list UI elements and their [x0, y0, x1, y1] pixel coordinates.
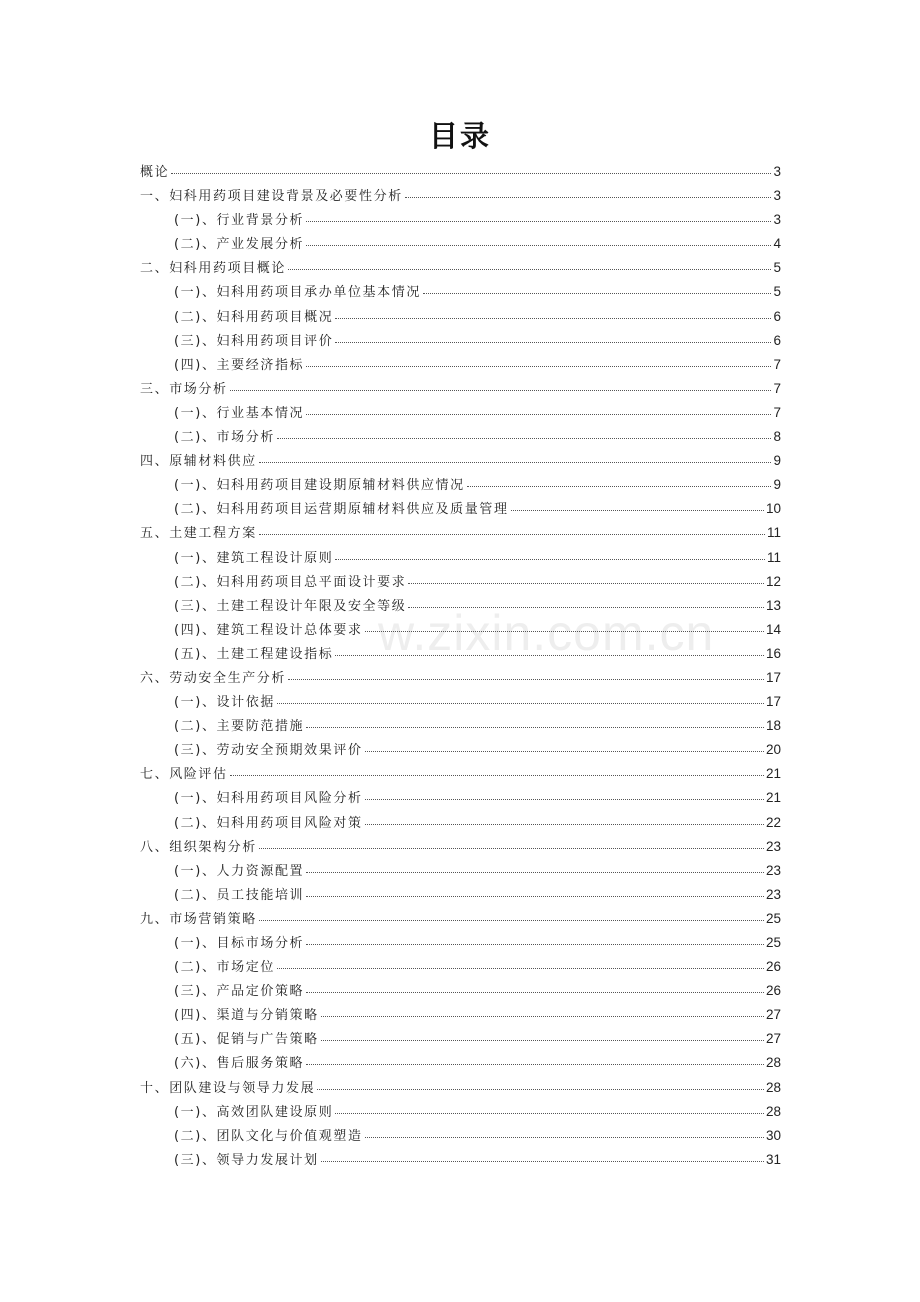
watermark: w.zixin.com.cn: [378, 605, 715, 661]
toc-subsection-entry[interactable]: [140, 401, 781, 425]
toc-section-entry[interactable]: [140, 160, 781, 184]
toc-section-entry[interactable]: [140, 521, 781, 545]
toc-dot-leader: [259, 450, 772, 463]
toc-dot-leader: [306, 860, 764, 873]
toc-subsection-entry[interactable]: [140, 232, 781, 256]
toc-entry-label: (一)、妇科用药项目建设期原辅材料供应情况: [174, 478, 465, 494]
toc-page-number: 26: [765, 983, 781, 999]
toc-entry-label: (一)、妇科用药项目承办单位基本情况: [174, 285, 421, 301]
toc-page-number: 4: [773, 236, 781, 252]
toc-page-number: 7: [773, 404, 781, 420]
toc-dot-leader: [335, 306, 771, 319]
toc-section-entry[interactable]: [140, 1076, 781, 1100]
toc-dot-leader: [306, 715, 764, 728]
toc-dot-leader: [335, 330, 771, 343]
toc-subsection-entry[interactable]: [140, 280, 781, 304]
toc-page-number: 3: [773, 188, 781, 204]
toc-entry-label: 二、妇科用药项目概论: [140, 261, 287, 277]
toc-dot-leader: [288, 257, 771, 270]
toc-subsection-entry[interactable]: [140, 883, 781, 907]
toc-dot-leader: [408, 595, 764, 608]
toc-page-number: 23: [765, 886, 781, 902]
toc-page-number: 6: [773, 332, 781, 348]
toc-page-number: 11: [766, 549, 781, 565]
toc-dot-leader: [306, 884, 764, 897]
toc-entry-label: (五)、土建工程建设指标: [174, 646, 334, 662]
toc-page-number: 25: [765, 910, 781, 926]
toc-page-number: 6: [773, 308, 781, 324]
toc-page-number: 26: [765, 959, 781, 975]
toc-entry-label: (六)、售后服务策略: [174, 1056, 305, 1072]
toc-page-number: 23: [765, 838, 781, 854]
toc-page-number: 10: [765, 501, 781, 517]
toc-subsection-entry[interactable]: [140, 497, 781, 521]
toc-page-number: 7: [773, 380, 781, 396]
toc-entry-label: (一)、建筑工程设计原则: [174, 550, 334, 566]
toc-entry-label: (一)、人力资源配置: [174, 863, 305, 879]
toc-page-number: 9: [773, 477, 781, 493]
toc-subsection-entry[interactable]: [140, 305, 781, 329]
toc-entry-label: (三)、产品定价策略: [174, 984, 305, 1000]
toc-entry-label: (二)、妇科用药项目运营期原辅材料供应及质量管理: [174, 502, 509, 518]
toc-entry-label: 八、组织架构分析: [140, 839, 257, 855]
toc-entry-label: (四)、渠道与分销策略: [174, 1008, 319, 1024]
toc-subsection-entry[interactable]: [140, 738, 781, 762]
toc-page-number: 17: [765, 669, 781, 685]
toc-dot-leader: [230, 378, 772, 391]
toc-subsection-entry[interactable]: [140, 353, 781, 377]
toc-dot-leader: [321, 1149, 764, 1162]
toc-dot-leader: [511, 498, 764, 511]
toc-subsection-entry[interactable]: [140, 786, 781, 810]
toc-entry-label: (三)、妇科用药项目评价: [174, 333, 334, 349]
toc-entry-label: (二)、妇科用药项目概况: [174, 309, 334, 325]
toc-subsection-entry[interactable]: [140, 642, 781, 666]
page-title: 目录: [428, 119, 491, 153]
toc-dot-leader: [277, 691, 764, 704]
toc-entry-label: 七、风险评估: [140, 767, 228, 783]
toc-entry-label: (一)、行业基本情况: [174, 405, 305, 421]
toc-entry-label: 九、市场营销策略: [140, 911, 257, 927]
toc-dot-leader: [288, 667, 764, 680]
toc-dot-leader: [306, 402, 771, 415]
toc-subsection-entry[interactable]: [140, 546, 781, 570]
toc-page-number: 5: [773, 260, 781, 276]
toc-dot-leader: [365, 1125, 764, 1138]
toc-subsection-entry[interactable]: [140, 594, 781, 618]
toc-dot-leader: [335, 643, 764, 656]
toc-section-entry[interactable]: [140, 835, 781, 859]
toc-page-number: 27: [765, 1031, 781, 1047]
toc-subsection-entry[interactable]: [140, 1148, 781, 1172]
toc-entry-label: (四)、主要经济指标: [174, 357, 305, 373]
toc-entry-label: 概论: [140, 165, 170, 180]
toc-page-number: 27: [765, 1007, 781, 1023]
toc-subsection-entry[interactable]: [140, 931, 781, 955]
toc-subsection-entry[interactable]: [140, 1027, 781, 1051]
toc-subsection-entry[interactable]: [140, 811, 781, 835]
toc-entry-label: (三)、劳动安全预期效果评价: [174, 743, 363, 759]
toc-section-entry[interactable]: [140, 907, 781, 931]
toc-page-number: 28: [765, 1055, 781, 1071]
toc-page-number: 12: [765, 573, 781, 589]
toc-page-number: 18: [765, 718, 781, 734]
toc-subsection-entry[interactable]: [140, 859, 781, 883]
toc-dot-leader: [467, 474, 772, 487]
toc-section-entry[interactable]: [140, 666, 781, 690]
toc-dot-leader: [277, 426, 772, 439]
toc-dot-leader: [408, 571, 764, 584]
toc-dot-leader: [306, 233, 771, 246]
toc-section-entry[interactable]: [140, 449, 781, 473]
toc-entry-label: (二)、团队文化与价值观塑造: [174, 1128, 363, 1144]
toc-page-number: 20: [765, 742, 781, 758]
toc-entry-label: (四)、建筑工程设计总体要求: [174, 622, 363, 638]
toc-dot-leader: [306, 354, 771, 367]
toc-entry-label: (二)、妇科用药项目总平面设计要求: [174, 574, 407, 590]
toc-page-number: 21: [765, 766, 781, 782]
toc-entry-label: (二)、妇科用药项目风险对策: [174, 815, 363, 831]
toc-page-number: 9: [773, 453, 781, 469]
toc-dot-leader: [405, 185, 772, 198]
toc-dot-leader: [259, 908, 764, 921]
toc-dot-leader: [277, 956, 764, 969]
toc-dot-leader: [306, 932, 764, 945]
toc-entry-label: (三)、土建工程设计年限及安全等级: [174, 598, 407, 614]
toc-subsection-entry[interactable]: [140, 1051, 781, 1075]
toc-entry-label: (二)、员工技能培训: [174, 887, 305, 903]
toc-page-number: 16: [765, 645, 781, 661]
toc-dot-leader: [335, 1101, 764, 1114]
toc-subsection-entry[interactable]: [140, 690, 781, 714]
toc-dot-leader: [306, 980, 764, 993]
toc-dot-leader: [230, 763, 764, 776]
toc-page-number: 3: [773, 212, 781, 228]
toc-entry-label: (五)、促销与广告策略: [174, 1032, 319, 1048]
toc-subsection-entry[interactable]: [140, 329, 781, 353]
toc-page-number: 8: [773, 429, 781, 445]
toc-page-number: 23: [765, 862, 781, 878]
toc-subsection-entry[interactable]: [140, 618, 781, 642]
toc-page-number: 21: [765, 790, 781, 806]
toc-subsection-entry[interactable]: [140, 955, 781, 979]
toc-entry-label: 三、市场分析: [140, 381, 228, 397]
toc-subsection-entry[interactable]: [140, 425, 781, 449]
toc-dot-leader: [259, 522, 765, 535]
toc-page-number: 28: [765, 1103, 781, 1119]
toc-dot-leader: [365, 739, 764, 752]
toc-subsection-entry[interactable]: [140, 1003, 781, 1027]
toc-dot-leader: [317, 1077, 764, 1090]
toc-dot-leader: [321, 1028, 764, 1041]
toc-dot-leader: [259, 836, 764, 849]
toc-entry-label: (一)、目标市场分析: [174, 936, 305, 951]
toc-page-number: 5: [773, 284, 781, 300]
toc-dot-leader: [321, 1004, 764, 1017]
toc-page-number: 13: [765, 597, 781, 613]
toc-dot-leader: [423, 281, 772, 294]
toc-page-number: 11: [766, 525, 781, 541]
toc-subsection-entry[interactable]: [140, 208, 781, 232]
toc-section-entry[interactable]: [140, 762, 781, 786]
toc-entry-label: (一)、高效团队建设原则: [174, 1104, 334, 1120]
toc-subsection-entry[interactable]: [140, 979, 781, 1003]
toc-page-number: 14: [765, 621, 781, 637]
toc-page-number: 3: [773, 164, 781, 179]
toc-section-entry[interactable]: [140, 256, 781, 280]
toc-page-number: 7: [773, 356, 781, 372]
toc-dot-leader: [365, 619, 764, 632]
toc-entry-label: (二)、市场定位: [174, 960, 275, 976]
toc-entry-label: (一)、设计依据: [174, 695, 275, 711]
toc-subsection-entry[interactable]: [140, 473, 781, 497]
toc-subsection-entry[interactable]: [140, 570, 781, 594]
toc-entry-label: 六、劳动安全生产分析: [140, 670, 287, 686]
toc-subsection-entry[interactable]: [140, 1124, 781, 1148]
toc-page-number: 25: [765, 935, 781, 950]
toc-entry-label: (三)、领导力发展计划: [174, 1152, 319, 1168]
toc-entry-label: 一、妇科用药项目建设背景及必要性分析: [140, 189, 403, 205]
toc-section-entry[interactable]: [140, 377, 781, 401]
toc-entry-label: 五、土建工程方案: [140, 526, 257, 542]
toc-entry-label: (二)、产业发展分析: [174, 237, 305, 253]
toc-page-number: 31: [765, 1151, 781, 1167]
toc-entry-label: (二)、主要防范措施: [174, 719, 305, 735]
toc-dot-leader: [306, 209, 771, 222]
toc-entry-label: (一)、行业背景分析: [174, 213, 305, 229]
toc-page-number: 28: [765, 1079, 781, 1095]
toc-section-entry[interactable]: [140, 184, 781, 208]
toc-dot-leader: [171, 161, 771, 174]
toc-subsection-entry[interactable]: [140, 714, 781, 738]
toc-subsection-entry[interactable]: [140, 1100, 781, 1124]
toc-entry-label: (二)、市场分析: [174, 430, 275, 446]
toc-page-number: 22: [765, 814, 781, 830]
toc-entry-label: (一)、妇科用药项目风险分析: [174, 791, 363, 807]
toc-dot-leader: [306, 1052, 764, 1065]
toc-dot-leader: [365, 787, 764, 800]
table-of-contents: [140, 160, 781, 1172]
toc-dot-leader: [335, 547, 765, 560]
toc-page-number: 17: [765, 694, 781, 710]
toc-entry-label: 十、团队建设与领导力发展: [140, 1080, 316, 1096]
toc-dot-leader: [365, 812, 764, 825]
toc-entry-label: 四、原辅材料供应: [140, 454, 257, 470]
toc-page-number: 30: [765, 1127, 781, 1143]
